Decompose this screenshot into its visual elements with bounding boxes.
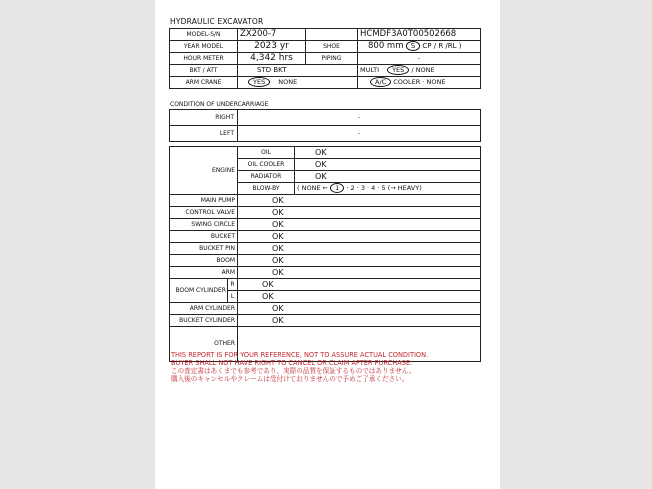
bkt-label: BKT / ATT — [170, 65, 238, 77]
arm-cylinder-value: OK — [238, 303, 481, 315]
multi-yes: YES — [387, 65, 409, 75]
bucket-label: BUCKET — [170, 231, 238, 243]
arm-crane-none: NONE — [278, 78, 298, 86]
undercarriage-table — [169, 109, 481, 142]
multi-none: / NONE — [411, 66, 435, 74]
engine-cooler-label: OIL COOLER — [238, 159, 295, 171]
arm-crane-label: ARM CRANE — [170, 77, 238, 89]
bucket-cylinder-label: BUCKET CYLINDER — [170, 315, 238, 327]
shoe-value: 800 mm — [368, 41, 404, 51]
header-table — [169, 28, 481, 89]
model-label: MODEL-S/N — [170, 29, 238, 41]
boom-cylinder-l-label: L — [228, 291, 238, 303]
swing-circle-value: OK — [238, 219, 481, 231]
other-label: OTHER — [170, 327, 238, 362]
blowby-selected: 1 — [330, 183, 344, 193]
arm-cylinder-label: ARM CYLINDER — [170, 303, 238, 315]
arm-crane-yes: YES — [248, 77, 270, 87]
boom-label: BOOM — [170, 255, 238, 267]
swing-circle-label: SWING CIRCLE — [170, 219, 238, 231]
boom-cylinder-r-value: OK — [238, 279, 481, 291]
boom-value: OK — [238, 255, 481, 267]
blowby-rest: · 2 · 3 · 4 · 5 (→ HEAVY) — [346, 184, 422, 192]
arm-value: OK — [238, 267, 481, 279]
blowby-label: BLOW-BY — [238, 183, 295, 195]
boom-cylinder-label: BOOM CYLINDER — [170, 279, 228, 303]
shoe-options: CP / R /RL ) — [422, 42, 462, 50]
main-pump-value: OK — [238, 195, 481, 207]
right-label: RIGHT — [170, 110, 238, 126]
piping-label: PIPING — [306, 53, 358, 65]
arm-crane-cell — [238, 77, 358, 89]
serial-value: HCMDF3A0T00502668 — [358, 29, 481, 41]
right-value: - — [238, 110, 481, 126]
boom-cylinder-l-value: OK — [238, 291, 481, 303]
multi-label: MULTI — [360, 66, 379, 74]
left-value: - — [238, 126, 481, 142]
engine-radiator-value: OK — [295, 171, 481, 183]
report-title: HYDRAULIC EXCAVATOR — [170, 17, 264, 26]
engine-oil-value: OK — [295, 147, 481, 159]
note-line-2: BUYER SHALL NOT HAVE RIGHT TO CANCEL OR CLAIM AFTER PURCHASE. — [171, 359, 413, 367]
engine-label: ENGINE — [170, 147, 238, 195]
parts-table — [169, 146, 481, 362]
ac-cell — [358, 77, 481, 89]
main-pump-label: MAIN PUMP — [170, 195, 238, 207]
bucket-value: OK — [238, 231, 481, 243]
boom-cylinder-r-label: R — [228, 279, 238, 291]
note-line-1: THIS REPORT IS FOR YOUR REFERENCE, NOT TO ASSURE ACTUAL CONDITION. — [171, 351, 429, 359]
control-valve-label: CONTROL VALVE — [170, 207, 238, 219]
model-value: ZX200-7 — [238, 29, 306, 41]
shoe-cell — [358, 41, 481, 53]
blowby-scale — [295, 183, 481, 195]
engine-oil-label: OIL — [238, 147, 295, 159]
undercarriage-heading: CONDITION OF UNDERCARRIAGE — [170, 101, 269, 108]
bkt-value: STD BKT — [238, 65, 306, 77]
blowby-none: ( NONE ← — [297, 184, 329, 192]
shoe-label: SHOE — [306, 41, 358, 53]
note-line-4: 購入後のキャンセルやクレームは受付けておりませんので予めご了承ください。 — [171, 375, 409, 383]
disclaimer-notes — [171, 351, 428, 383]
year-value: 2023 yr — [238, 41, 306, 53]
year-label: YEAR MODEL — [170, 41, 238, 53]
ac-option: A/C — [370, 77, 391, 87]
shoe-option-s: S — [406, 41, 420, 51]
bucket-cylinder-value: OK — [238, 315, 481, 327]
control-valve-value: OK — [238, 207, 481, 219]
multi-cell — [358, 65, 481, 77]
bucket-pin-value: OK — [238, 243, 481, 255]
arm-label: ARM — [170, 267, 238, 279]
note-line-3: この査定書はあくまでも参考であり、実際の品質を保証するものではありません。 — [171, 367, 416, 375]
piping-value: - — [358, 53, 481, 65]
engine-radiator-label: RADIATOR — [238, 171, 295, 183]
bucket-pin-label: BUCKET PIN — [170, 243, 238, 255]
hour-value: 4,342 hrs — [238, 53, 306, 65]
cooler-option: COOLER · NONE — [393, 78, 446, 86]
hour-label: HOUR METER — [170, 53, 238, 65]
engine-cooler-value: OK — [295, 159, 481, 171]
left-label: LEFT — [170, 126, 238, 142]
